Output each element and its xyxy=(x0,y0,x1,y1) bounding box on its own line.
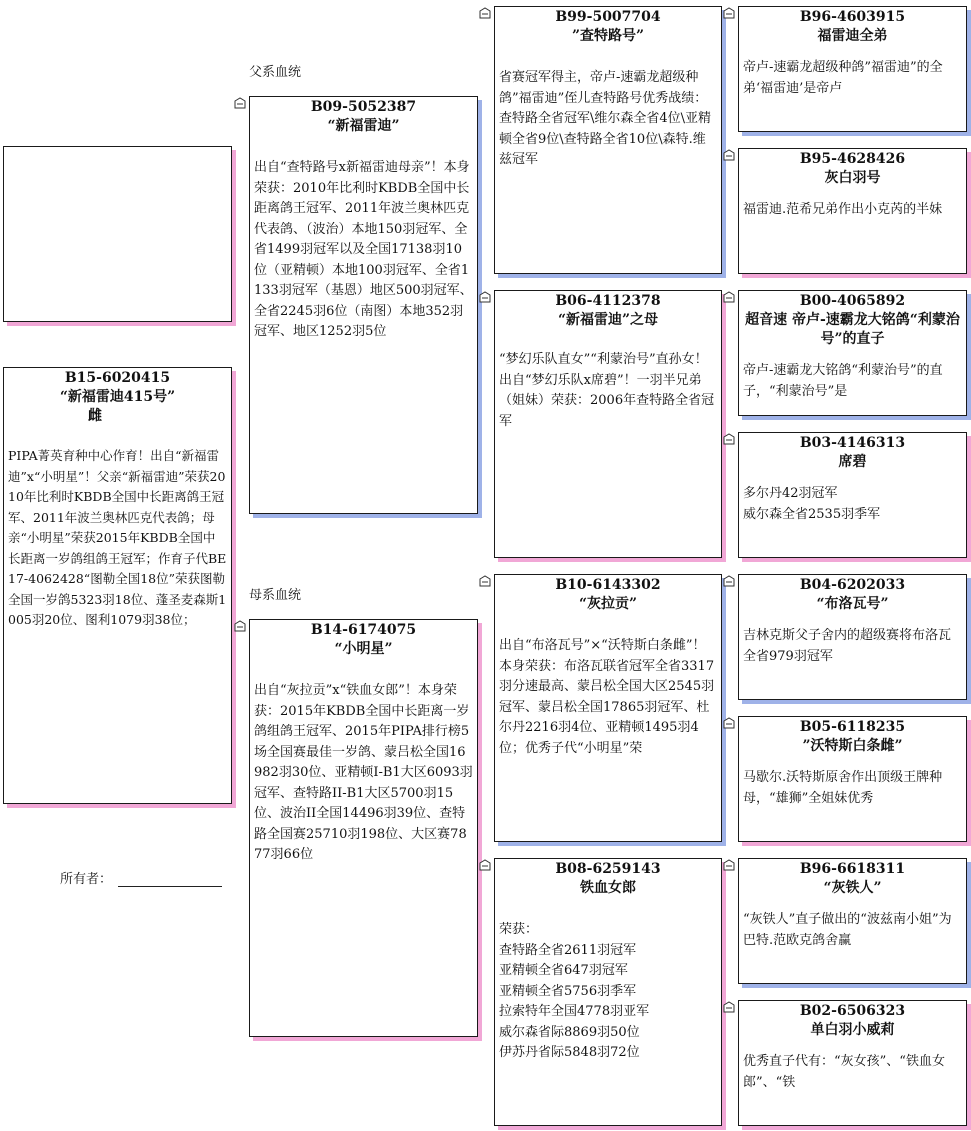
ds-card xyxy=(494,574,722,842)
sss-ring: B96-4603915 xyxy=(799,9,906,25)
ddd-card xyxy=(738,1000,967,1126)
sd-desc: “梦幻乐队直女”“利蒙治号”直孙女！出自“梦幻乐队x席碧”！一羽半兄弟（姐妹）荣获：2006年查特路全省冠军 xyxy=(499,352,715,429)
ssd-name: 灰白羽号 xyxy=(824,170,881,186)
sire-name: “新福雷迪” xyxy=(327,118,400,134)
dam-ring: B14-6174075 xyxy=(310,622,417,638)
sds-ring: B00-4065892 xyxy=(799,293,906,309)
expand-icon[interactable] xyxy=(723,433,735,445)
ssd-desc: 福雷迪.范希兄弟作出小克芮的半妹 xyxy=(743,202,943,217)
dd-card xyxy=(494,858,722,1126)
expand-icon[interactable] xyxy=(723,859,735,871)
subject-desc: PIPA菁英育种中心作育！出自“新福雷迪”x“小明星”！父亲“新福雷迪”荣获2010年比利时KBDB全国中长距离鸽王冠军、2011年波兰奥林匹克代表鸽；母亲“小明星”荣获2015年KBDB全国中长距离一岁鸽组鸽王冠军；作育子代BE17-4062428“图勒全国18位”荣获图勒全国一岁鸽5323羽18位、蓬圣麦森斯1005羽20位、图利1079羽38位； xyxy=(8,448,227,627)
owner-line xyxy=(118,874,222,887)
subject-card xyxy=(3,367,232,804)
photo-box xyxy=(3,146,232,322)
owner-field xyxy=(60,868,222,887)
sire-card xyxy=(249,96,478,514)
ddd-ring: B02-6506323 xyxy=(799,1003,906,1019)
expand-icon[interactable] xyxy=(479,859,491,871)
expand-icon[interactable] xyxy=(234,620,246,632)
expand-icon[interactable] xyxy=(479,291,491,303)
ss-name: ”查特路号” xyxy=(571,28,645,44)
dd-name: 铁血女郎 xyxy=(580,880,636,896)
dds-card xyxy=(738,858,967,984)
expand-icon[interactable] xyxy=(479,575,491,587)
dam-name: “小明星” xyxy=(334,641,393,657)
expand-icon[interactable] xyxy=(479,7,491,19)
subject-sex: 雌 xyxy=(88,408,102,424)
sds-card xyxy=(738,290,967,416)
dam-desc: 出自“灰拉贡”x“铁血女郎”！本身荣获：2015年KBDB全国中长距离一岁鸽组鸽王冠军、2015年PIPA排行榜5场全国赛最佳一岁鸽、蒙吕松全国16982羽30位、亚精顿I-B1大区6093羽冠军、查特路II-B1大区5700羽15位、波治II全国14496羽39位、查特路全国赛25710羽198位、大区赛7877羽66位 xyxy=(254,683,473,862)
expand-icon[interactable] xyxy=(723,7,735,19)
sdd-card xyxy=(738,432,967,558)
paternal-label: 父系血统 xyxy=(249,65,302,80)
dd-desc: 荣获： 查特路全省2611羽冠军 亚精顿全省647羽冠军 亚精顿全省5756羽季军 拉索特年全国4778羽亚军 威尔森省际8869羽50位 伊苏丹省际5848羽72位 xyxy=(499,922,650,1060)
dam-card xyxy=(249,619,478,1037)
sss-desc: 帝卢-速霸龙超级种鸽”福雷迪”的全弟‘福雷迪’是帝卢 xyxy=(743,60,943,96)
ssd-card xyxy=(738,148,967,274)
maternal-label: 母系血统 xyxy=(249,588,302,603)
expand-icon[interactable] xyxy=(723,575,735,587)
sire-desc: 出自“查特路号x新福雷迪母亲”！本身荣获：2010年比利时KBDB全国中长距离鸽王冠军、2011年波兰奥林匹克代表鸽、（波治）本地150羽冠军、全省1499羽冠军以及全国17138羽10位（亚精顿）本地100羽冠军、全省1133羽冠军（基恩）地区500羽冠军、全省2245羽6位（南图）本地352羽冠军、地区1252羽5位 xyxy=(254,160,473,339)
dsd-name: ”沃特斯白条雌” xyxy=(802,738,903,754)
sd-ring: B06-4112378 xyxy=(555,293,661,309)
subject-ring: B15-6020415 xyxy=(64,370,171,386)
dsd-desc: 马歇尔.沃特斯原舍作出顶级王牌种母，“雄狮”全姐妹优秀 xyxy=(743,770,943,806)
expand-icon[interactable] xyxy=(723,149,735,161)
sdd-ring: B03-4146313 xyxy=(799,435,906,451)
expand-icon[interactable] xyxy=(723,717,735,729)
ds-desc: 出自“布洛瓦号”×“沃特斯白条雌”！本身荣获：布洛瓦联省冠军全省3317羽分速最高、蒙吕松全国大区2545羽冠军、蒙吕松全国17865羽冠军、杜尔丹2216羽4位、亚精顿1495羽4位；优秀子代“小明星”荣 xyxy=(499,638,715,756)
expand-icon[interactable] xyxy=(234,97,246,109)
ds-ring: B10-6143302 xyxy=(555,577,661,593)
ds-name: “灰拉贡” xyxy=(578,596,638,612)
sss-card xyxy=(738,6,967,132)
sds-name: 超音速 帝卢-速霸龙大铭鸽“利蒙治号”的直子 xyxy=(745,312,960,347)
dds-desc: “灰铁人”直子做出的“波兹南小姐”为巴特.范欧克鸽舍赢 xyxy=(743,912,952,948)
ddd-name: 单白羽小威莉 xyxy=(810,1022,895,1038)
dss-ring: B04-6202033 xyxy=(799,577,906,593)
dd-ring: B08-6259143 xyxy=(555,861,661,877)
sd-card xyxy=(494,290,722,558)
expand-icon[interactable] xyxy=(723,291,735,303)
dds-name: “灰铁人” xyxy=(823,880,882,896)
dss-name: “布洛瓦号” xyxy=(816,596,889,612)
sdd-name: 席碧 xyxy=(838,454,867,470)
sire-ring: B09-5052387 xyxy=(310,99,417,115)
ss-desc: 省赛冠军得主，帝卢-速霸龙超级种鸽”福雷迪”侄儿查特路号优秀战绩：查特路全省冠军\维尔森全省4位\亚精顿全省9位\查特路全省10位\森特.维兹冠军 xyxy=(499,70,712,167)
ddd-desc: 优秀直子代有：“灰女孩”、“铁血女郎”、“铁 xyxy=(743,1054,945,1090)
expand-icon[interactable] xyxy=(723,1001,735,1013)
ssd-ring: B95-4628426 xyxy=(799,151,906,167)
dsd-card xyxy=(738,716,967,842)
dss-card xyxy=(738,574,967,700)
dsd-ring: B05-6118235 xyxy=(799,719,906,735)
sdd-desc: 多尔丹42羽冠军 威尔森全省2535羽季军 xyxy=(743,486,881,522)
sss-name: 福雷迪全弟 xyxy=(817,28,888,44)
ss-ring: B99-5007704 xyxy=(555,9,661,25)
subject-name: “新福雷迪415号” xyxy=(59,389,176,405)
sds-desc: 帝卢-速霸龙大铭鸽“利蒙治号”的直子，“利蒙治号”是 xyxy=(743,363,943,399)
dss-desc: 吉林克斯父子舍内的超级赛将布洛瓦全省979羽冠军 xyxy=(743,628,952,664)
owner-label: 所有者： xyxy=(60,872,113,887)
sd-name: “新福雷迪”之母 xyxy=(557,312,659,328)
ss-card xyxy=(494,6,722,274)
dds-ring: B96-6618311 xyxy=(799,861,906,877)
